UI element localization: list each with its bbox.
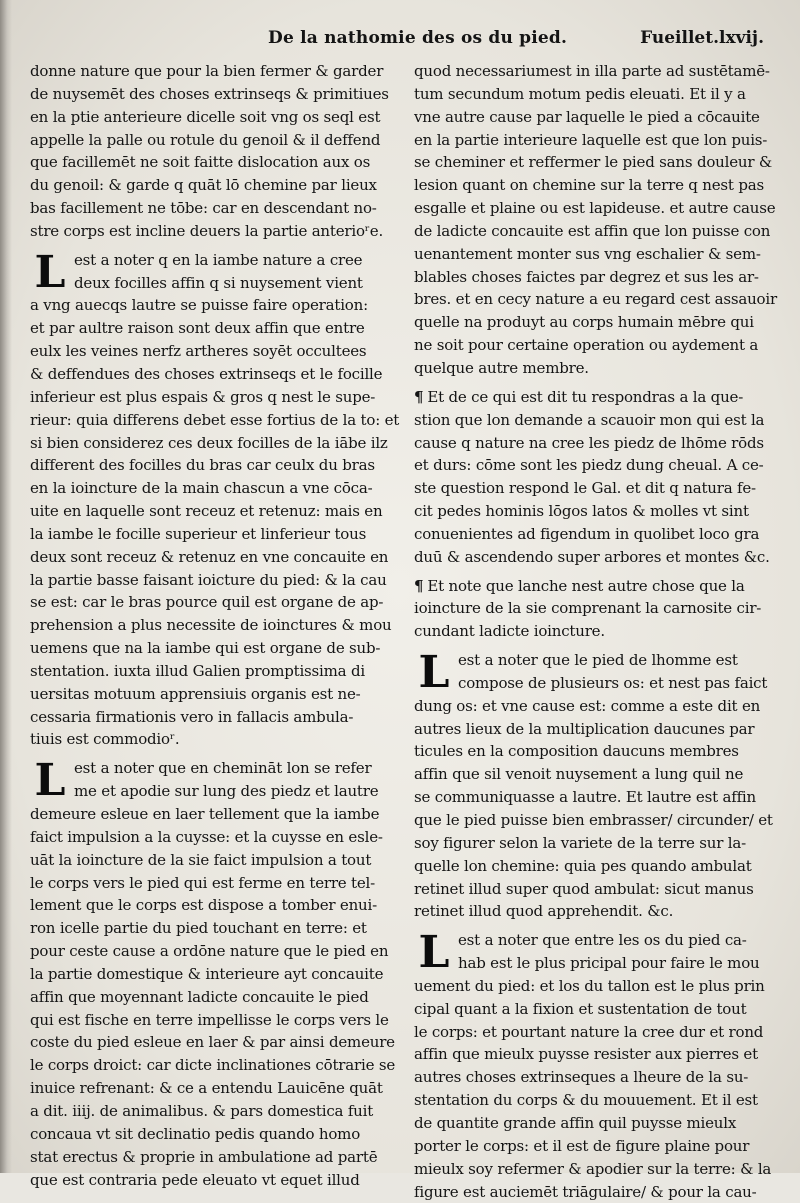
text-line: affin que mieulx puysse resister aux pierres et (414, 1043, 776, 1066)
text-line: le corps droict: car dicte inclinationes cōtrarie se (30, 1054, 392, 1077)
text-line: hab est le plus pricipal pour faire le mou (414, 952, 776, 975)
text-line: dung os: et vne cause est: comme a este dit en (414, 695, 776, 718)
text-line: deux focilles affin q si nuysement vient (30, 272, 392, 295)
text-line: si bien considerez ces deux focilles de la iābe ilz (30, 432, 392, 455)
text-line: la partie basse faisant ioicture du pied: & la cau (30, 569, 392, 592)
page-header (0, 28, 800, 52)
text-line: ron icelle partie du pied touchant en terre: et (30, 917, 392, 940)
text-line: la iambe le focille superieur et linferieur tous (30, 523, 392, 546)
text-line: qui est fische en terre impellisse le corps vers le (30, 1009, 392, 1032)
text-line: de quantite grande affin quil puysse mieulx (414, 1112, 776, 1135)
paragraph-with-pilcrow (414, 386, 776, 569)
text-line: different des focilles du bras car ceulx du bras (30, 454, 392, 477)
text-line: cipal quant a la fixion et sustentation de tout (414, 998, 776, 1021)
text-line: est a noter que en chemināt lon se refer (30, 757, 392, 780)
text-line: quelle na produyt au corps humain mēbre qui (414, 311, 776, 334)
running-title: De la nathomie des os du pied. (268, 28, 567, 48)
text-line: bres. et en cecy nature a eu regard cest assauoir (414, 288, 776, 311)
text-line: la partie domestique & interieure ayt concauite (30, 963, 392, 986)
drop-cap-initial: L (414, 653, 454, 693)
text-line: uemens que na la iambe qui est organe de sub- (30, 637, 392, 660)
text-line: coste du pied esleue en laer & par ainsi demeure (30, 1031, 392, 1054)
text-line: duū & ascendendo super arbores et montes &c. (414, 546, 776, 569)
text-line: uersitas motuum apprensiuis organis est ne- (30, 683, 392, 706)
text-line: en la ptie anterieure dicelle soit vng os seql est (30, 106, 392, 129)
text-line: cause q nature na cree les piedz de lhōme rōds (414, 432, 776, 455)
text-line: en la partie interieure laquelle est que lon puis- (414, 129, 776, 152)
text-line: et par aultre raison sont deux affin que entre (30, 317, 392, 340)
text-line: retinet illud super quod ambulat: sicut manus (414, 878, 776, 901)
text-line: porter le corps: et il est de figure plaine pour (414, 1135, 776, 1158)
paragraph-with-initial (414, 929, 776, 1203)
text-line: prehension a plus necessite de ioinctures & mou (30, 614, 392, 637)
paragraph-with-initial (30, 757, 392, 1191)
text-line: stre corps est incline deuers la partie anterioʳe. (30, 220, 392, 243)
text-line: cundant ladicte ioincture. (414, 620, 776, 643)
text-line: esgalle et plaine ou est lapideuse. et autre cause (414, 197, 776, 220)
text-line: rieur: quia differens debet esse fortius de la to: et (30, 409, 392, 432)
paragraph-with-initial (30, 249, 392, 752)
text-line: en la ioincture de la main chascun a vne cōca- (30, 477, 392, 500)
text-line: retinet illud quod apprehendit. &c. (414, 900, 776, 923)
text-line: demeure esleue en laer tellement que la iambe (30, 803, 392, 826)
text-line: soy figurer selon la variete de la terre sur la- (414, 832, 776, 855)
text-line: uite en laquelle sont receuz et retenuz: mais en (30, 500, 392, 523)
text-line: se cheminer et reffermer le pied sans douleur & (414, 151, 776, 174)
text-line: appelle la palle ou rotule du genoil & il deffend (30, 129, 392, 152)
text-line: eulx les veines nerfz artheres soyēt occultees (30, 340, 392, 363)
text-line: quelque autre membre. (414, 357, 776, 380)
text-line: et durs: cōme sont les piedz dung cheual. A ce- (414, 454, 776, 477)
left-text-column (30, 60, 392, 1191)
text-line: autres choses extrinseques a lheure de la su- (414, 1066, 776, 1089)
text-line: ¶ Et note que lanche nest autre chose que la (414, 575, 776, 598)
text-line: a dit. iiij. de animalibus. & pars domestica fuit (30, 1100, 392, 1123)
text-line: le corps vers le pied qui est ferme en terre tel- (30, 872, 392, 895)
pilcrow-icon: ¶ (414, 388, 423, 406)
text-line: uement du pied: et los du tallon est le plus prin (414, 975, 776, 998)
text-line: uenantement monter sus vng eschalier & sem- (414, 243, 776, 266)
text-line: blables choses faictes par degrez et sus les ar- (414, 266, 776, 289)
text-line: de nuysemēt des choses extrinseqs & primitiues (30, 83, 392, 106)
paragraph-with-pilcrow (414, 575, 776, 644)
text-line: lesion quant on chemine sur la terre q nest pas (414, 174, 776, 197)
drop-cap-initial: L (30, 761, 70, 801)
text-line: ioincture de la sie comprenant la carnosite cir- (414, 597, 776, 620)
text-line: autres lieux de la multiplication daucunes par (414, 718, 776, 741)
text-line: faict impulsion a la cuysse: et la cuysse en esle- (30, 826, 392, 849)
text-line: a vng auecqs lautre se puisse faire operation: (30, 294, 392, 317)
text-line: inuice refrenant: & ce a entendu Lauicēne quāt (30, 1077, 392, 1100)
text-line: se est: car le bras pource quil est organe de ap- (30, 591, 392, 614)
text-line: ne soit pour certaine operation ou aydement a (414, 334, 776, 357)
paragraph (30, 60, 392, 243)
text-line: ticules en la composition daucuns membres (414, 740, 776, 763)
text-line: inferieur est plus espais & gros q nest le supe- (30, 386, 392, 409)
drop-cap-initial: L (414, 933, 454, 973)
text-line: tum secundum motum pedis eleuati. Et il y a (414, 83, 776, 106)
folio-number: Fueillet.lxvij. (640, 28, 764, 48)
text-line: que facillemēt ne soit faitte dislocation aux os (30, 151, 392, 174)
right-text-column (414, 60, 776, 1203)
text-line: concaua vt sit declinatio pedis quando homo (30, 1123, 392, 1146)
text-line: compose de plusieurs os: et nest pas faict (414, 672, 776, 695)
drop-cap-initial: L (30, 253, 70, 293)
text-line: tiuis est commodioʳ. (30, 728, 392, 751)
text-line: quelle lon chemine: quia pes quando ambulat (414, 855, 776, 878)
text-line: affin que moyennant ladicte concauite le pied (30, 986, 392, 1009)
text-line: uāt la ioincture de la sie faict impulsion a tout (30, 849, 392, 872)
text-line: vne autre cause par laquelle le pied a cōcauite (414, 106, 776, 129)
text-line: stentation du corps & du mouuement. Et il est (414, 1089, 776, 1112)
page-gutter-shadow (0, 0, 12, 1173)
text-line: est a noter q en la iambe nature a cree (30, 249, 392, 272)
paragraph (414, 60, 776, 380)
text-line: cessaria firmationis vero in fallacis ambula- (30, 706, 392, 729)
text-line: mieulx soy refermer & apodier sur la terre: & la (414, 1158, 776, 1181)
text-line: stat erectus & proprie in ambulatione ad partē (30, 1146, 392, 1169)
text-line: figure est auciemēt triāgulaire/ & pour la cau- (414, 1181, 776, 1203)
pilcrow-icon: ¶ (414, 577, 423, 595)
text-line: de ladicte concauite est affin que lon puisse con (414, 220, 776, 243)
text-line: ste question respond le Gal. et dit q natura fe- (414, 477, 776, 500)
text-line: est a noter que entre les os du pied ca- (414, 929, 776, 952)
text-line: ¶ Et de ce qui est dit tu respondras a la que- (414, 386, 776, 409)
text-line: me et apodie sur lung des piedz et lautre (30, 780, 392, 803)
text-line: lement que le corps est dispose a tomber enui- (30, 894, 392, 917)
text-line: conuenientes ad figendum in quolibet loco gra (414, 523, 776, 546)
text-line: deux sont receuz & retenuz en vne concauite en (30, 546, 392, 569)
text-line: est a noter que le pied de lhomme est (414, 649, 776, 672)
text-line: du genoil: & garde q quāt lō chemine par lieux (30, 174, 392, 197)
text-line: stion que lon demande a scauoir mon qui est la (414, 409, 776, 432)
text-line: pour ceste cause a ordōne nature que le pied en (30, 940, 392, 963)
text-line: que le pied puisse bien embrasser/ circunder/ et (414, 809, 776, 832)
text-line: cit pedes hominis lōgos latos & molles vt sint (414, 500, 776, 523)
text-line: se communiquasse a lautre. Et lautre est affin (414, 786, 776, 809)
text-line: affin que sil venoit nuysement a lung quil ne (414, 763, 776, 786)
paragraph-with-initial (414, 649, 776, 923)
text-line: que est contraria pede eleuato vt equet illud (30, 1169, 392, 1192)
text-line: donne nature que pour la bien fermer & garder (30, 60, 392, 83)
text-line: le corps: et pourtant nature la cree dur et rond (414, 1021, 776, 1044)
text-line: bas facillement ne tōbe: car en descendant no- (30, 197, 392, 220)
text-line: & deffendues des choses extrinseqs et le focille (30, 363, 392, 386)
text-line: stentation. iuxta illud Galien promptissima di (30, 660, 392, 683)
text-line: quod necessariumest in illa parte ad sustētamē- (414, 60, 776, 83)
